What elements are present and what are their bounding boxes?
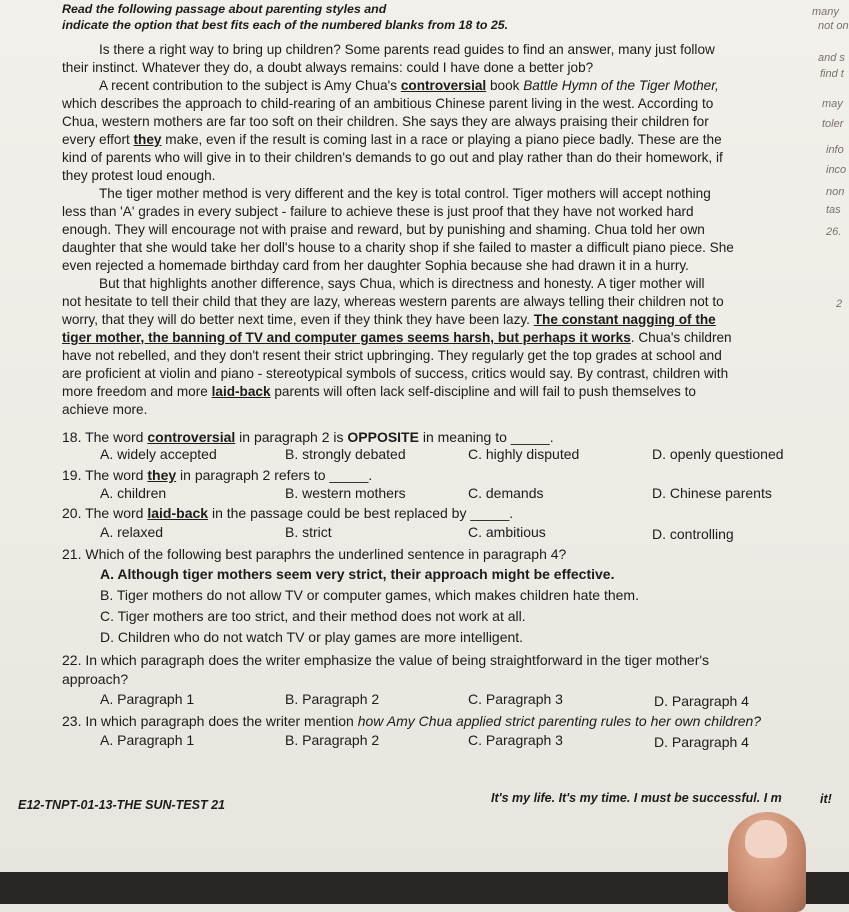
passage-p2-line-4 bbox=[62, 131, 722, 149]
question-21-option-b[interactable]: B. Tiger mothers do not allow TV or computer games, which makes children hate them. bbox=[100, 587, 639, 603]
question-22-stem-line-2: approach? bbox=[62, 671, 129, 687]
question-23-stem bbox=[62, 712, 761, 730]
margin-note: find t bbox=[820, 68, 844, 80]
passage-p3-line-2: less than 'A' grades in every subject - failure to achieve these is just proof that they have not worked hard bbox=[62, 204, 694, 219]
question-20-option-c[interactable]: C. ambitious bbox=[468, 524, 546, 540]
question-19-option-b[interactable]: B. western mothers bbox=[285, 485, 406, 501]
passage-p3-line-1: The tiger mother method is very different and the key is total control. Tiger mothers will accept nothing bbox=[99, 186, 711, 201]
text-run: 23. In which paragraph does the writer mention bbox=[62, 713, 358, 729]
passage-p4-line-4 bbox=[62, 329, 732, 347]
question-22-option-d[interactable]: D. Paragraph 4 bbox=[654, 693, 749, 709]
passage-p2-line-1 bbox=[99, 77, 719, 95]
passage-p3-line-3: enough. They will encourage not with praise and reward, but by punishing and shaming. Chua told her own bbox=[62, 222, 705, 237]
italic-phrase: how Amy Chua applied strict parenting rules to her own children? bbox=[357, 713, 762, 729]
margin-note: tas bbox=[826, 204, 841, 216]
text-run: A recent contribution to the subject is Amy Chua's bbox=[99, 78, 401, 93]
book-title: Battle Hymn of the Tiger Mother, bbox=[523, 78, 719, 93]
passage-p1-line-2: their instinct. Whatever they do, a doubt always remains: could I have done a better job? bbox=[62, 60, 594, 75]
margin-note: many bbox=[812, 6, 839, 18]
thumbnail-image bbox=[745, 820, 787, 858]
passage-p1-line-1: Is there a right way to bring up children? Some parents read guides to find an answer, many just follow bbox=[99, 42, 715, 57]
question-19-option-c[interactable]: C. demands bbox=[468, 485, 544, 501]
passage-p3-line-5: even rejected a homemade birthday card from her daughter Sophia because she had drawn it in a hurry. bbox=[62, 258, 689, 273]
question-18-stem bbox=[62, 428, 554, 446]
background-surface bbox=[0, 872, 849, 904]
passage-p4-line-6: are proficient at violin and piano - stereotypical symbols of success, critics would say. By contrast, children with bbox=[62, 366, 729, 381]
question-21-option-d[interactable]: D. Children who do not watch TV or play games are more intelligent. bbox=[100, 629, 524, 645]
margin-note: 2 bbox=[836, 298, 843, 310]
question-18-option-a[interactable]: A. widely accepted bbox=[100, 446, 217, 462]
passage-p3-line-4: daughter that she would take her doll's house to a charity shop if she failed to master a difficult piano piece. She bbox=[62, 240, 734, 255]
margin-note: may bbox=[822, 98, 843, 110]
passage-p2-line-3: Chua, western mothers are far too soft on their children. She says they are always praising their children for bbox=[62, 114, 709, 129]
question-22-option-c[interactable]: C. Paragraph 3 bbox=[468, 691, 563, 707]
text-run: in the passage could be best replaced by _____. bbox=[208, 505, 514, 521]
margin-note: it! bbox=[820, 792, 832, 806]
passage-p4-line-3 bbox=[62, 311, 716, 329]
question-22-stem-line-1: 22. In which paragraph does the writer emphasize the value of being straightforward in the tiger mother's bbox=[62, 652, 710, 668]
question-23-option-c[interactable]: C. Paragraph 3 bbox=[468, 732, 563, 748]
margin-note: toler bbox=[822, 118, 844, 130]
question-23-option-d[interactable]: D. Paragraph 4 bbox=[654, 734, 749, 750]
question-21-stem: 21. Which of the following best paraphrs the underlined sentence in paragraph 4? bbox=[62, 546, 567, 562]
text-run: 19. The word bbox=[62, 467, 148, 483]
question-20-option-b[interactable]: B. strict bbox=[285, 524, 332, 540]
passage-p4-line-7 bbox=[62, 383, 696, 401]
instruction-line-2: indicate the option that best fits each of the numbered blanks from 18 to 25. bbox=[62, 18, 509, 32]
margin-note: inco bbox=[826, 164, 847, 176]
passage-p4-line-5: have not rebelled, and they don't resent their strict upbringing. They regularly get the top grades at school and bbox=[62, 348, 722, 363]
margin-note: not on bbox=[818, 20, 849, 32]
underlined-word: they bbox=[147, 467, 177, 483]
underlined-word: laid-back bbox=[147, 505, 209, 521]
question-20-stem bbox=[62, 504, 513, 522]
text-run: . Chua's children bbox=[630, 330, 732, 345]
question-20-option-a[interactable]: A. relaxed bbox=[100, 524, 164, 540]
question-18-option-b[interactable]: B. strongly debated bbox=[285, 446, 406, 462]
passage-p2-line-2: which describes the approach to child-rearing of an ambitious Chinese parent living in the west. According to bbox=[62, 96, 714, 111]
text-run: every effort bbox=[62, 132, 134, 147]
passage-p4-line-8: achieve more. bbox=[62, 402, 148, 417]
passage-p4-line-1: But that highlights another difference, says Chua, which is directness and honesty. A tiger mother will bbox=[99, 276, 705, 291]
instruction-line-1: Read the following passage about parenting styles and bbox=[62, 2, 387, 16]
text-run: parents will often lack self-discipline and will fail to push themselves to bbox=[270, 384, 696, 399]
text-run: worry, that they will do better next time, even if they think they have been lazy. bbox=[62, 312, 534, 327]
text-run: in meaning to _____. bbox=[418, 429, 554, 445]
question-22-option-a[interactable]: A. Paragraph 1 bbox=[100, 691, 195, 707]
margin-note: non bbox=[826, 186, 845, 198]
underlined-word-controversial: controversial bbox=[400, 78, 487, 93]
underlined-sentence-part-2: tiger mother, the banning of TV and computer games seems harsh, but perhaps it works bbox=[62, 330, 631, 345]
question-21-option-c[interactable]: C. Tiger mothers are too strict, and their method does not work at all. bbox=[100, 608, 526, 624]
question-22-option-b[interactable]: B. Paragraph 2 bbox=[285, 691, 380, 707]
question-21-option-a[interactable]: A. Although tiger mothers seem very strict, their approach might be effective. bbox=[100, 566, 615, 582]
text-run: 20. The word bbox=[62, 505, 148, 521]
passage-p2-line-5: kind of parents who will give in to their children's demands to go out and play rather than do their homework, if bbox=[62, 150, 723, 165]
question-19-option-a[interactable]: A. children bbox=[100, 485, 167, 501]
question-19-stem bbox=[62, 466, 372, 484]
question-23-option-a[interactable]: A. Paragraph 1 bbox=[100, 732, 195, 748]
text-run: in paragraph 2 is bbox=[235, 429, 348, 445]
text-run: book bbox=[486, 78, 524, 93]
underlined-word-they: they bbox=[133, 132, 162, 147]
passage-p2-line-6: they protest loud enough. bbox=[62, 168, 216, 183]
question-20-option-d[interactable]: D. controlling bbox=[652, 526, 734, 542]
emphasis-word: OPPOSITE bbox=[347, 429, 419, 445]
margin-note: 26. bbox=[826, 226, 842, 238]
question-19-option-d[interactable]: D. Chinese parents bbox=[652, 485, 772, 501]
underlined-word: controversial bbox=[147, 429, 236, 445]
text-run: in paragraph 2 refers to _____. bbox=[176, 467, 373, 483]
question-23-option-b[interactable]: B. Paragraph 2 bbox=[285, 732, 380, 748]
text-run: make, even if the result is coming last in a race or playing a piano piece badly. These are the bbox=[161, 132, 722, 147]
test-code: E12-TNPT-01-13-THE SUN-TEST 21 bbox=[18, 798, 225, 812]
motto-text: It's my life. It's my time. I must be successful. I m bbox=[491, 791, 782, 805]
passage-p4-line-2: not hesitate to tell their child that they are lazy, whereas western parents are always telling their children not to bbox=[62, 294, 724, 309]
text-run: more freedom and more bbox=[62, 384, 212, 399]
question-18-option-c[interactable]: C. highly disputed bbox=[468, 446, 580, 462]
margin-note: info bbox=[826, 144, 844, 156]
question-18-option-d[interactable]: D. openly questioned bbox=[652, 446, 784, 462]
text-run: 18. The word bbox=[62, 429, 148, 445]
underlined-word-laid-back: laid-back bbox=[211, 384, 271, 399]
underlined-sentence-part-1: The constant nagging of the bbox=[533, 312, 716, 327]
margin-note: and s bbox=[818, 52, 845, 64]
